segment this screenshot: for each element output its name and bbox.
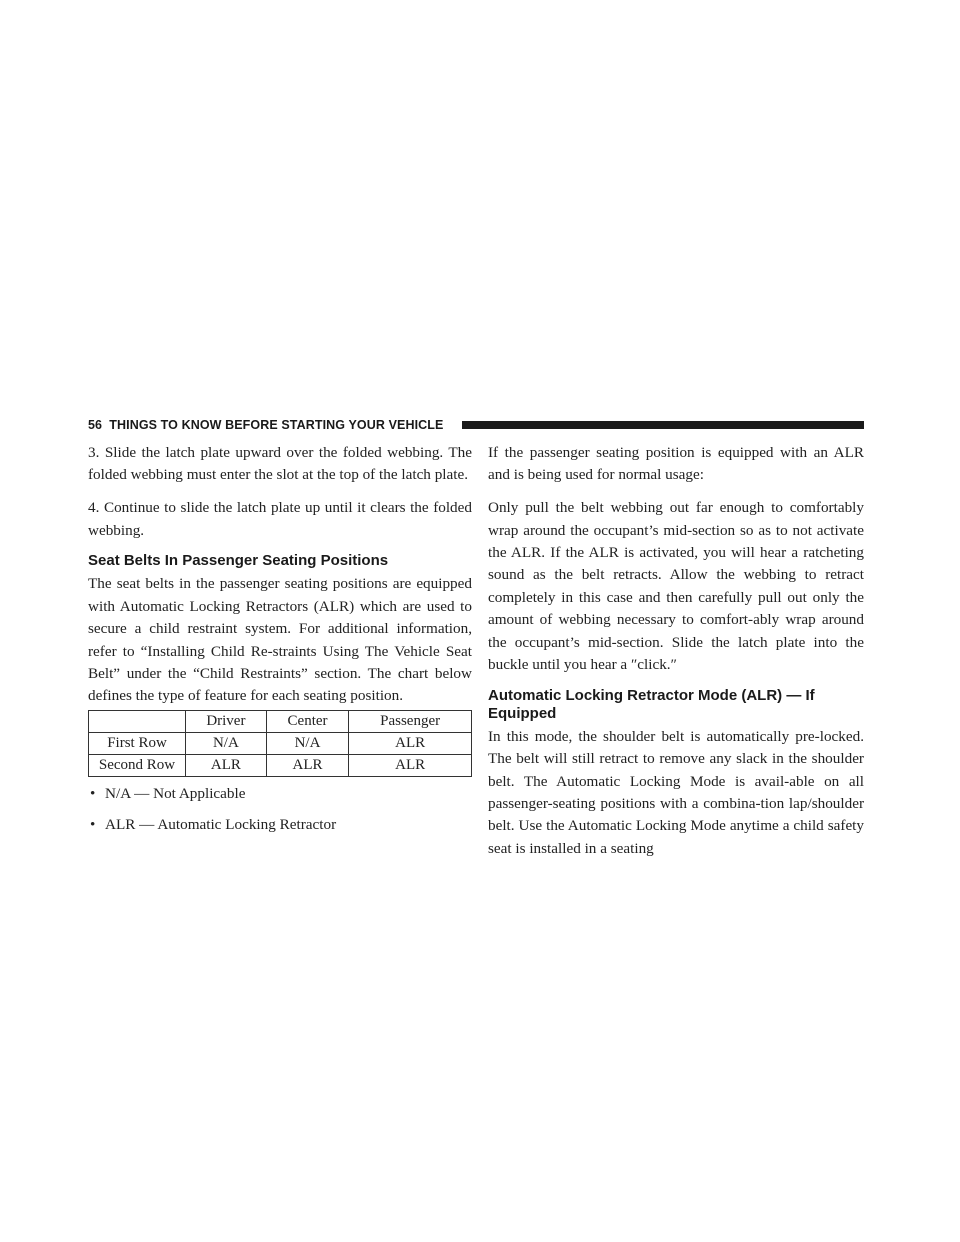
table-column-header: Center: [266, 710, 348, 732]
section-heading-alr-mode: Automatic Locking Retractor Mode (ALR) — If Equipped: [488, 686, 815, 722]
alr-mode-paragraph: In this mode, the shoulder belt is automatically pre-locked. The belt will still retract to remove any slack in the shoulder belt. The Automatic Locking Mode is avail-able on all passenger-seating positions with a combina-tion lap/shoulder belt. Use the Automatic Locking Mode anytime a child safety seat is installed in a seating: [488, 727, 864, 857]
table-header-row: [89, 710, 472, 732]
left-column: [88, 442, 472, 846]
table-corner-cell: [89, 710, 186, 732]
page-number: 56: [88, 418, 103, 432]
table-row-header: First Row: [89, 732, 186, 754]
passenger-belts-paragraph: The seat belts in the passenger seating positions are equipped with Automatic Locking Retractors (ALR) which are used to secure a child restraint system. For additional information, refer to “Installing Child Re-straints Using The Vehicle Seat Belt” under the “Child Restraints” section. The chart below defines the type of feature for each seating position.: [88, 575, 472, 705]
table-row-header: Second Row: [89, 754, 186, 776]
header-rule: [462, 421, 864, 429]
table-column-header: Passenger: [349, 710, 472, 732]
table-cell: N/A: [186, 732, 267, 754]
bullet-icon: •: [90, 784, 96, 802]
page-header: [88, 417, 864, 433]
list-item: [88, 783, 472, 805]
bullet-icon: •: [90, 816, 96, 834]
table-cell: ALR: [186, 754, 267, 776]
step-4-paragraph: 4. Continue to slide the latch plate up until it clears the folded webbing.: [88, 499, 472, 539]
table-row: [89, 754, 472, 776]
seating-feature-table: [88, 710, 472, 777]
abbreviation-list: [88, 783, 472, 837]
table-cell: N/A: [266, 732, 348, 754]
table-row: [89, 732, 472, 754]
list-item: [88, 814, 472, 836]
table-cell: ALR: [349, 732, 472, 754]
list-item-text: ALR — Automatic Locking Retractor: [105, 816, 337, 834]
list-item-text: N/A — Not Applicable: [105, 784, 246, 802]
header-title: THINGS TO KNOW BEFORE STARTING YOUR VEHICLE: [109, 418, 444, 432]
header-text: [88, 417, 443, 433]
section-heading-passenger-belts: Seat Belts In Passenger Seating Positions: [88, 552, 389, 570]
normal-usage-paragraph: If the passenger seating position is equipped with an ALR and is being used for normal usage:: [488, 444, 864, 484]
table-column-header: Driver: [186, 710, 267, 732]
table-cell: ALR: [266, 754, 348, 776]
step-3-paragraph: 3. Slide the latch plate upward over the folded webbing. The folded webbing must enter the slot at the top of the latch plate.: [88, 444, 472, 484]
webbing-instructions-paragraph: Only pull the belt webbing out far enough to comfortably wrap around the occupant’s mid-section so as to not activate the ALR. If the ALR is activated, you will hear a ratcheting sound as the belt retracts. Allow the webbing to retract completely in this case and then carefully pull out only the amount of webbing necessary to comfort-ably wrap around the occupant’s mid-section. Slide the latch plate into the buckle until you hear a ″click.″: [488, 499, 864, 674]
table-cell: ALR: [349, 754, 472, 776]
right-column: [488, 442, 864, 871]
